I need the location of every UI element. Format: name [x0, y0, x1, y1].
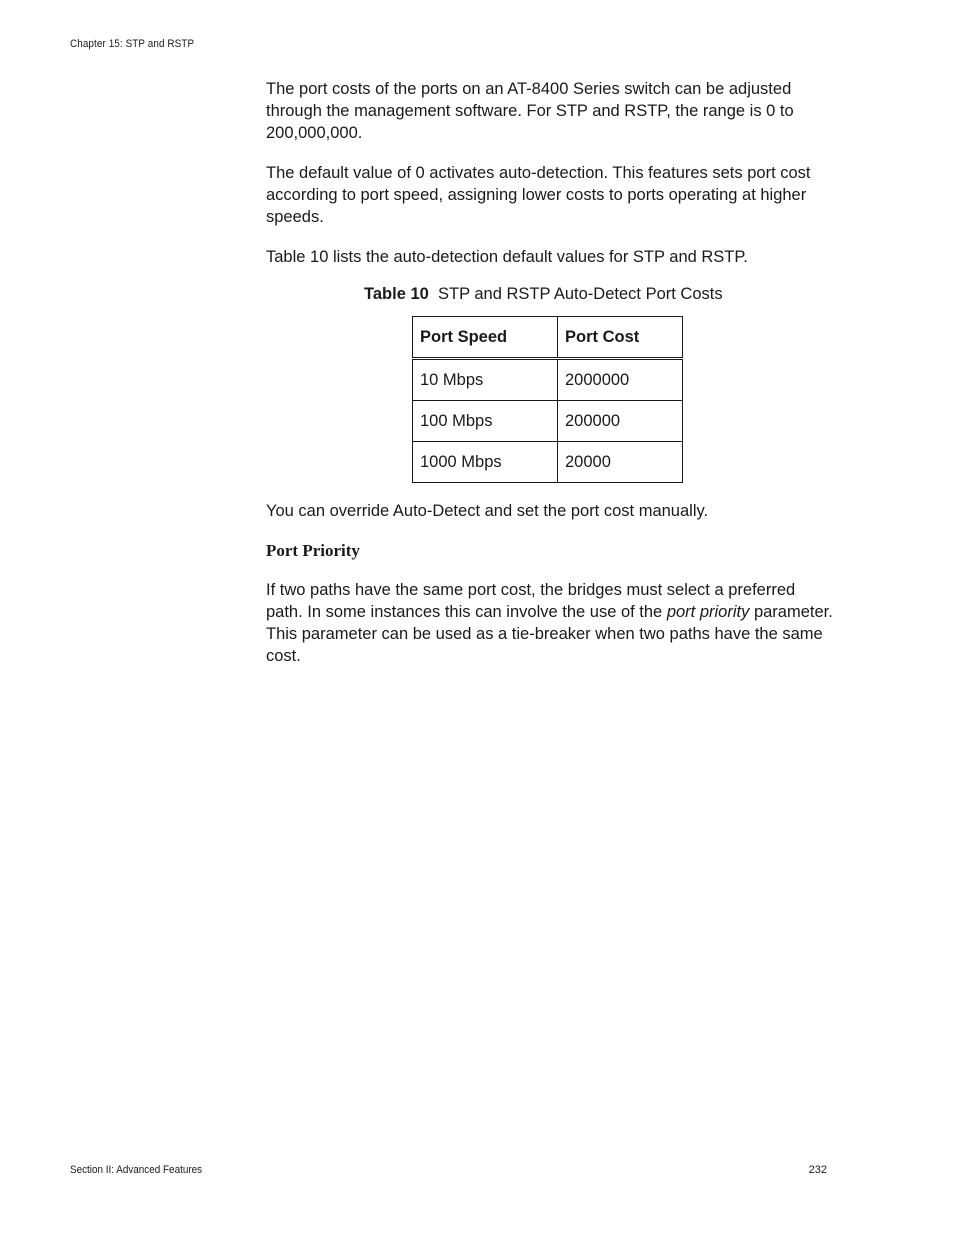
port-cost-table — [412, 316, 683, 483]
table-caption — [364, 283, 836, 305]
port-cost-cell: 20000 — [558, 442, 683, 483]
paragraph-text: parameter. This parameter can be used as a tie-breaker when two paths have the same cost. — [266, 603, 833, 665]
paragraph-table-intro: Table 10 lists the auto-detection default values for STP and RSTP. — [266, 248, 748, 266]
table-header-row — [413, 317, 683, 359]
table-row — [413, 401, 683, 442]
table-row — [413, 359, 683, 401]
running-header: Chapter 15: STP and RSTP — [70, 38, 195, 50]
paragraph-port-priority — [266, 579, 836, 667]
running-footer-section: Section II: Advanced Features — [70, 1164, 203, 1176]
paragraph-override: You can override Auto-Detect and set the port cost manually. — [266, 502, 709, 520]
port-speed-cell: 100 Mbps — [413, 401, 558, 442]
port-speed-cell: 1000 Mbps — [413, 442, 558, 483]
port-cost-cell: 200000 — [558, 401, 683, 442]
table-row — [413, 442, 683, 483]
term-port-priority: port priority — [666, 603, 750, 621]
table-caption-text: STP and RSTP Auto-Detect Port Costs — [437, 285, 723, 303]
column-header-port-cost: Port Cost — [558, 317, 683, 359]
main-content — [266, 78, 836, 685]
section-heading-port-priority: Port Priority — [266, 541, 360, 560]
port-speed-cell: 10 Mbps — [413, 359, 558, 401]
port-cost-cell: 2000000 — [558, 359, 683, 401]
paragraph-port-costs: The port costs of the ports on an AT-8400 Series switch can be adjusted through the management software. For STP and RSTP, the range is 0 to 200,000,000. — [266, 80, 794, 142]
page-number: 232 — [808, 1164, 827, 1176]
column-header-port-speed: Port Speed — [413, 317, 558, 359]
table-caption-label: Table 10 — [364, 285, 429, 303]
paragraph-default-value: The default value of 0 activates auto-detection. This features sets port cost according to port speed, assigning lower costs to ports operating at higher speeds. — [266, 164, 811, 226]
paragraph-text: If two paths have the same port cost, the bridges must select a preferred path. In some instances this can involve the use of the — [266, 581, 796, 621]
